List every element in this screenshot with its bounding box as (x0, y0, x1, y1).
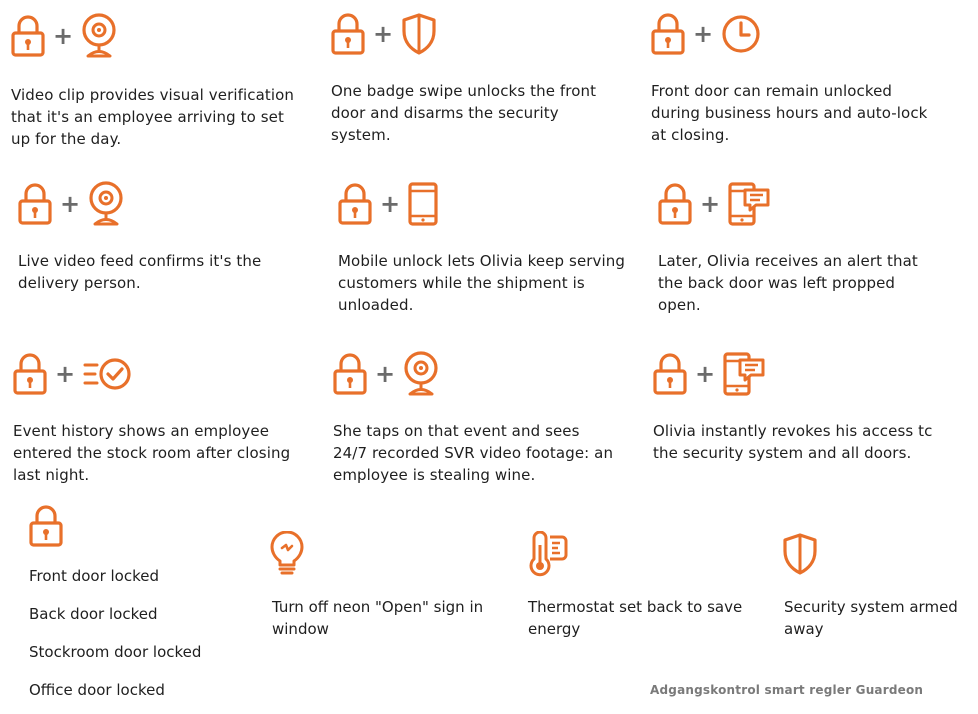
camera-icon (81, 13, 117, 59)
lock-icon (29, 505, 63, 547)
lightbulb-icon (270, 531, 304, 577)
scenario-card (11, 10, 294, 150)
phone-alert-icon (723, 351, 765, 397)
caption: Adgangskontrol smart regler Guardeon (650, 683, 924, 697)
thermostat-card (526, 530, 570, 578)
scenario-card (658, 178, 918, 316)
plus-icon: + (53, 22, 74, 50)
security-text: Security system armed away (784, 598, 958, 638)
phone-alert-icon (728, 181, 770, 227)
scenario-text: Later, Olivia receives an alert that the back door was left propped open. (658, 252, 918, 314)
plus-icon: + (700, 190, 721, 218)
lock-icon (13, 353, 47, 395)
lock-icon (338, 183, 372, 225)
lock-status-back: Back door locked (29, 605, 158, 623)
shield-icon (401, 13, 437, 55)
security-card (782, 530, 818, 578)
lock-status-front: Front door locked (29, 567, 160, 585)
lock-icon (331, 13, 365, 55)
lock-status-office: Office door locked (29, 681, 165, 699)
scenario-text: Event history shows an employee entered the stock room after closing last night. (13, 422, 291, 484)
shield-icon (782, 533, 818, 575)
scenario-text: Olivia instantly revokes his access tc the security system and all doors. (653, 422, 933, 462)
lock-icon (658, 183, 692, 225)
plus-icon: + (375, 360, 396, 388)
lock-status-stockroom: Stockroom door locked (29, 643, 202, 661)
lightbulb-card (270, 530, 304, 578)
scenario-card (653, 348, 933, 464)
history-icon (83, 356, 133, 392)
clock-icon (721, 14, 761, 54)
lock-icon (11, 15, 45, 57)
scenario-text: One badge swipe unlocks the front door and disarms the security system. (331, 82, 597, 144)
scenario-text: Live video feed confirms it's the delivery person. (18, 252, 262, 292)
camera-icon (88, 181, 124, 227)
lock-icon (333, 353, 367, 395)
lock-icon (18, 183, 52, 225)
scenario-card (338, 178, 625, 316)
scenario-card (331, 8, 596, 146)
scenario-text: Video clip provides visual verification that it's an employee arriving to set up for the day. (11, 86, 295, 148)
scenario-card (13, 348, 290, 486)
scenario-text: Front door can remain unlocked during business hours and auto-lock at closing. (651, 82, 928, 144)
plus-icon: + (695, 360, 716, 388)
plus-icon: + (55, 360, 76, 388)
plus-icon: + (60, 190, 81, 218)
plus-icon: + (373, 20, 394, 48)
scenario-card (18, 178, 261, 294)
scenario-text: Mobile unlock lets Olivia keep serving customers while the shipment is unloaded. (338, 252, 626, 314)
lock-icon (653, 353, 687, 395)
scenario-card (333, 348, 613, 486)
scenario-card (651, 8, 927, 146)
plus-icon: + (380, 190, 401, 218)
neon-text: Turn off neon "Open" sign in window (272, 598, 484, 638)
lock-icon (651, 13, 685, 55)
camera-icon (403, 351, 439, 397)
thermostat-text: Thermostat set back to save energy (528, 598, 743, 638)
thermometer-icon (526, 531, 570, 577)
scenario-text: She taps on that event and sees 24/7 recorded SVR video footage: an employee is stealing wine. (333, 422, 614, 484)
plus-icon: + (693, 20, 714, 48)
phone-icon (408, 182, 438, 226)
closing-lock (29, 500, 63, 552)
